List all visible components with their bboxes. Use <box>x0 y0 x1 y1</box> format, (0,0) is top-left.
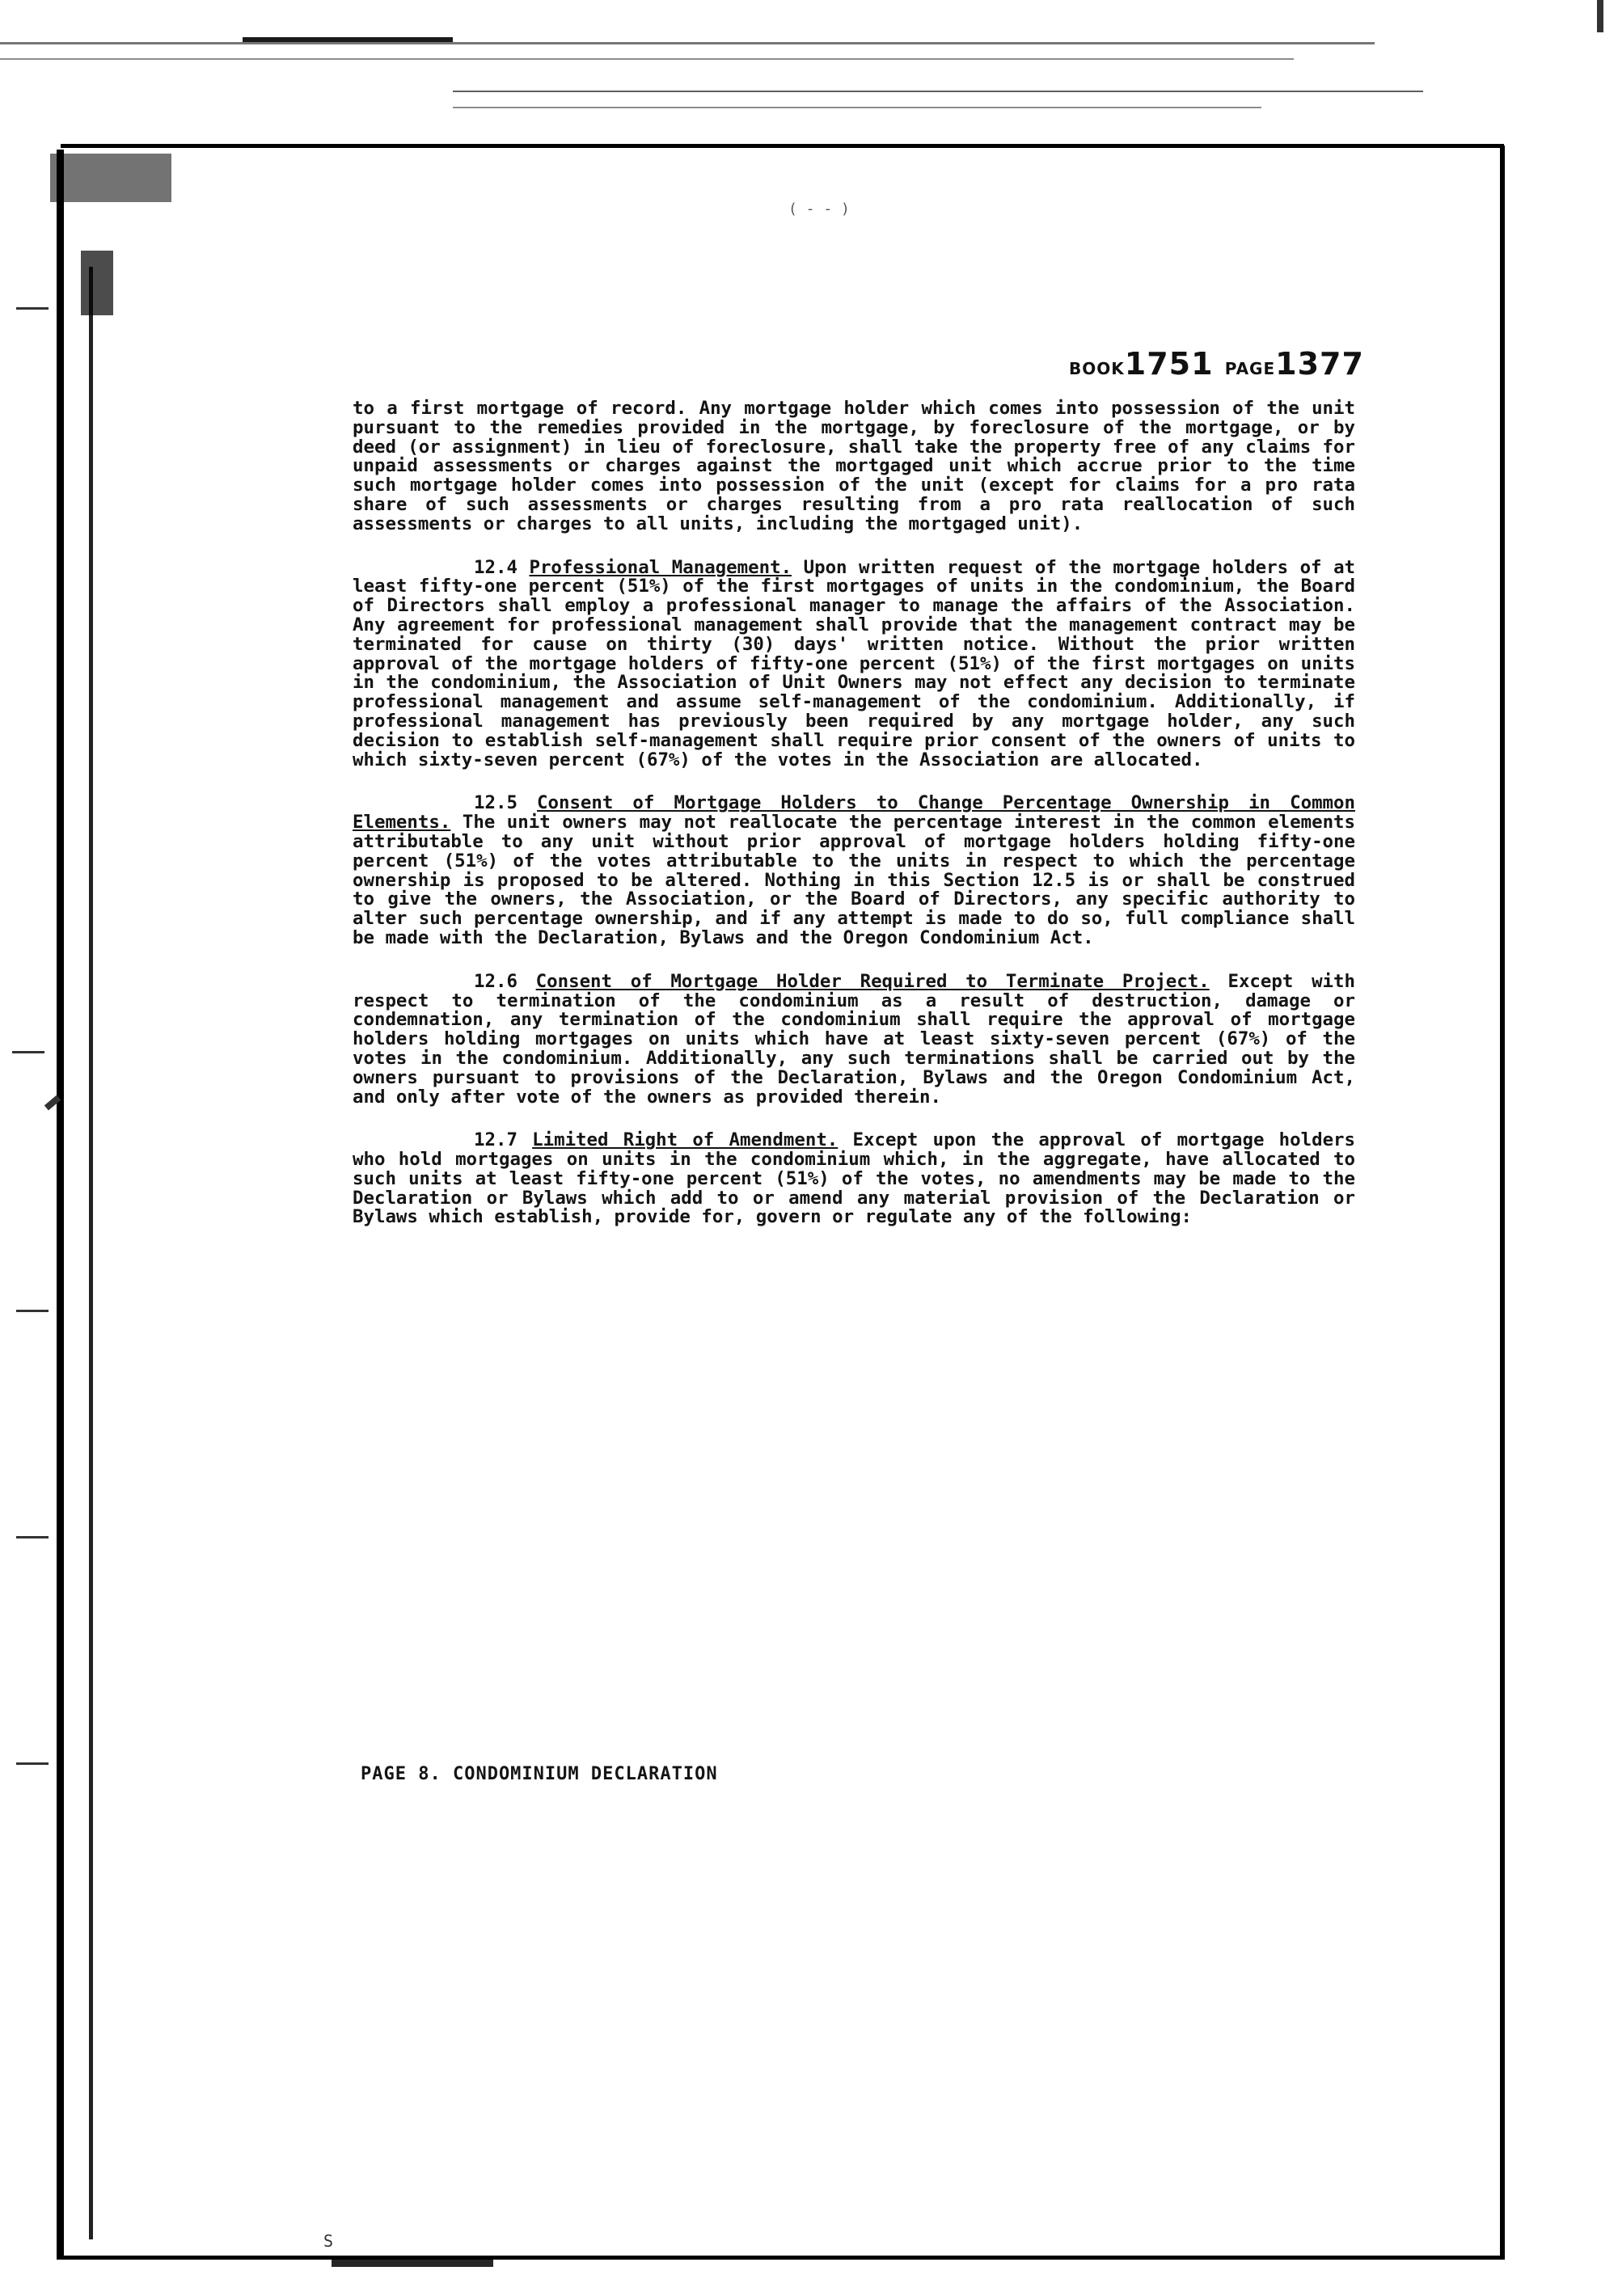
scan-smudge <box>332 2256 493 2267</box>
top-mark: ( - - ) <box>788 200 850 217</box>
scan-artifact-line <box>243 37 453 42</box>
page-number: 1377 <box>1275 346 1364 382</box>
section-title: Consent of Mortgage Holders to Change Percentage Ownership in Common Elements. <box>353 792 1355 834</box>
margin-tick <box>16 1536 49 1538</box>
page-border-right <box>1500 146 1505 2260</box>
section-title: Professional Management. <box>529 556 792 578</box>
scan-artifact-line <box>0 42 1375 44</box>
section-12-5 <box>353 794 1355 948</box>
scan-artifact-mark <box>1597 0 1603 32</box>
margin-tick <box>12 1051 44 1053</box>
section-number: 12.4 <box>474 556 518 578</box>
page-border-top <box>61 144 1504 148</box>
section-number: 12.5 <box>474 792 518 814</box>
scan-smudge <box>50 154 171 202</box>
margin-tick <box>16 307 49 310</box>
page-border-bottom <box>61 2256 1504 2260</box>
section-number: 12.7 <box>474 1129 518 1151</box>
section-12-7 <box>353 1131 1355 1227</box>
book-page-reference <box>1069 346 1364 382</box>
section-body: Except with respect to termination of the condominium as a result of destruction, damage or condemnation, any termination of the condominium shall require the approval of mortgage holders holding mortgages on units which have at least sixty-seven percent (67%) of the votes in the condominium. Additionally, any such terminations shall be carried out by the owners pursuant to provisions of the Declaration, Bylaws and the Oregon Condominium Act, and only after vote of the owners as provided therein. <box>353 970 1355 1108</box>
scan-artifact-line <box>453 107 1261 108</box>
section-title: Limited Right of Amendment. <box>532 1129 839 1151</box>
section-body: The unit owners may not reallocate the percentage interest in the common elements attributable to any unit without prior approval of mortgage holders holding fifty-one percent (51%) of the votes attributable to the units in respect to which the percentage ownership is proposed to be altered. Nothing in this Section 12.5 is or shall be construed to give the owners, the Association, or the Board of Directors, any specific authority to alter such percentage ownership, and if any attempt is made to do so, full compliance shall be made with the Declaration, Bylaws and the Oregon Condominium Act. <box>353 812 1356 948</box>
section-12-4 <box>353 556 1356 770</box>
page-label: PAGE <box>1224 359 1276 378</box>
section-body: Upon written request of the mortgage holders of at least fifty-one percent (51%) of the first mortgages of units in the condominium, the Board of Directors shall employ a professional manager to manage the affairs of the Association. Any agreement for professional management shall provide that the management contract may be terminated for cause on thirty (30) days' written notice. Without the prior written approval of the mortgage holders of fifty-one percent (51%) of the first mortgages on units in the condominium, the Association of Unit Owners may not effect any decision to terminate professional management and assume self-management of the condominium. Additionally, if professional management has previously been required by any mortgage holder, any such decision to establish self-management shall require prior consent of the owners of units to which sixty-seven percent (67%) of the votes in the Association are allocated. <box>353 556 1356 770</box>
document-body <box>353 399 1355 1251</box>
book-label: BOOK <box>1069 359 1125 378</box>
page-border-inner-left <box>89 267 93 2239</box>
scan-artifact-line <box>453 91 1423 92</box>
section-body: Except upon the approval of mortgage holders who hold mortgages on units in the condominium which, in the aggregate, have allocated to such units at least fifty-one percent (51%) of the votes, no amendments may be made to the Declaration or Bylaws which add to or amend any material provision of the Declaration or Bylaws which establish, provide for, govern or regulate any of the following: <box>353 1129 1356 1228</box>
margin-tick <box>16 1762 49 1765</box>
section-title: Consent of Mortgage Holder Required to Terminate Project. <box>535 970 1210 992</box>
page-border-left <box>57 150 64 2260</box>
section-number: 12.6 <box>474 970 518 992</box>
paragraph-continuation: to a first mortgage of record. Any mortgage holder which comes into possession of the unit pursuant to the remedies provided in the mortgage, by foreclosure of the mortgage, or by deed (or assignment) in lieu of foreclosure, shall take the property free of any claims for unpaid assessments or charges against the mortgaged unit which accrue prior to the time such mortgage holder comes into possession of the unit (except for claims for a pro rata share of such assessments or charges resulting from a pro rata reallocation of such assessments or charges to all units, including the mortgaged unit). <box>353 398 1355 534</box>
book-number: 1751 <box>1124 346 1214 382</box>
margin-tick <box>16 1310 49 1312</box>
scan-smudge <box>81 251 113 315</box>
section-12-6 <box>353 970 1355 1108</box>
bottom-mark: S <box>323 2231 334 2251</box>
page-footer: PAGE 8. CONDOMINIUM DECLARATION <box>361 1764 718 1784</box>
scan-artifact-line <box>0 58 1294 60</box>
